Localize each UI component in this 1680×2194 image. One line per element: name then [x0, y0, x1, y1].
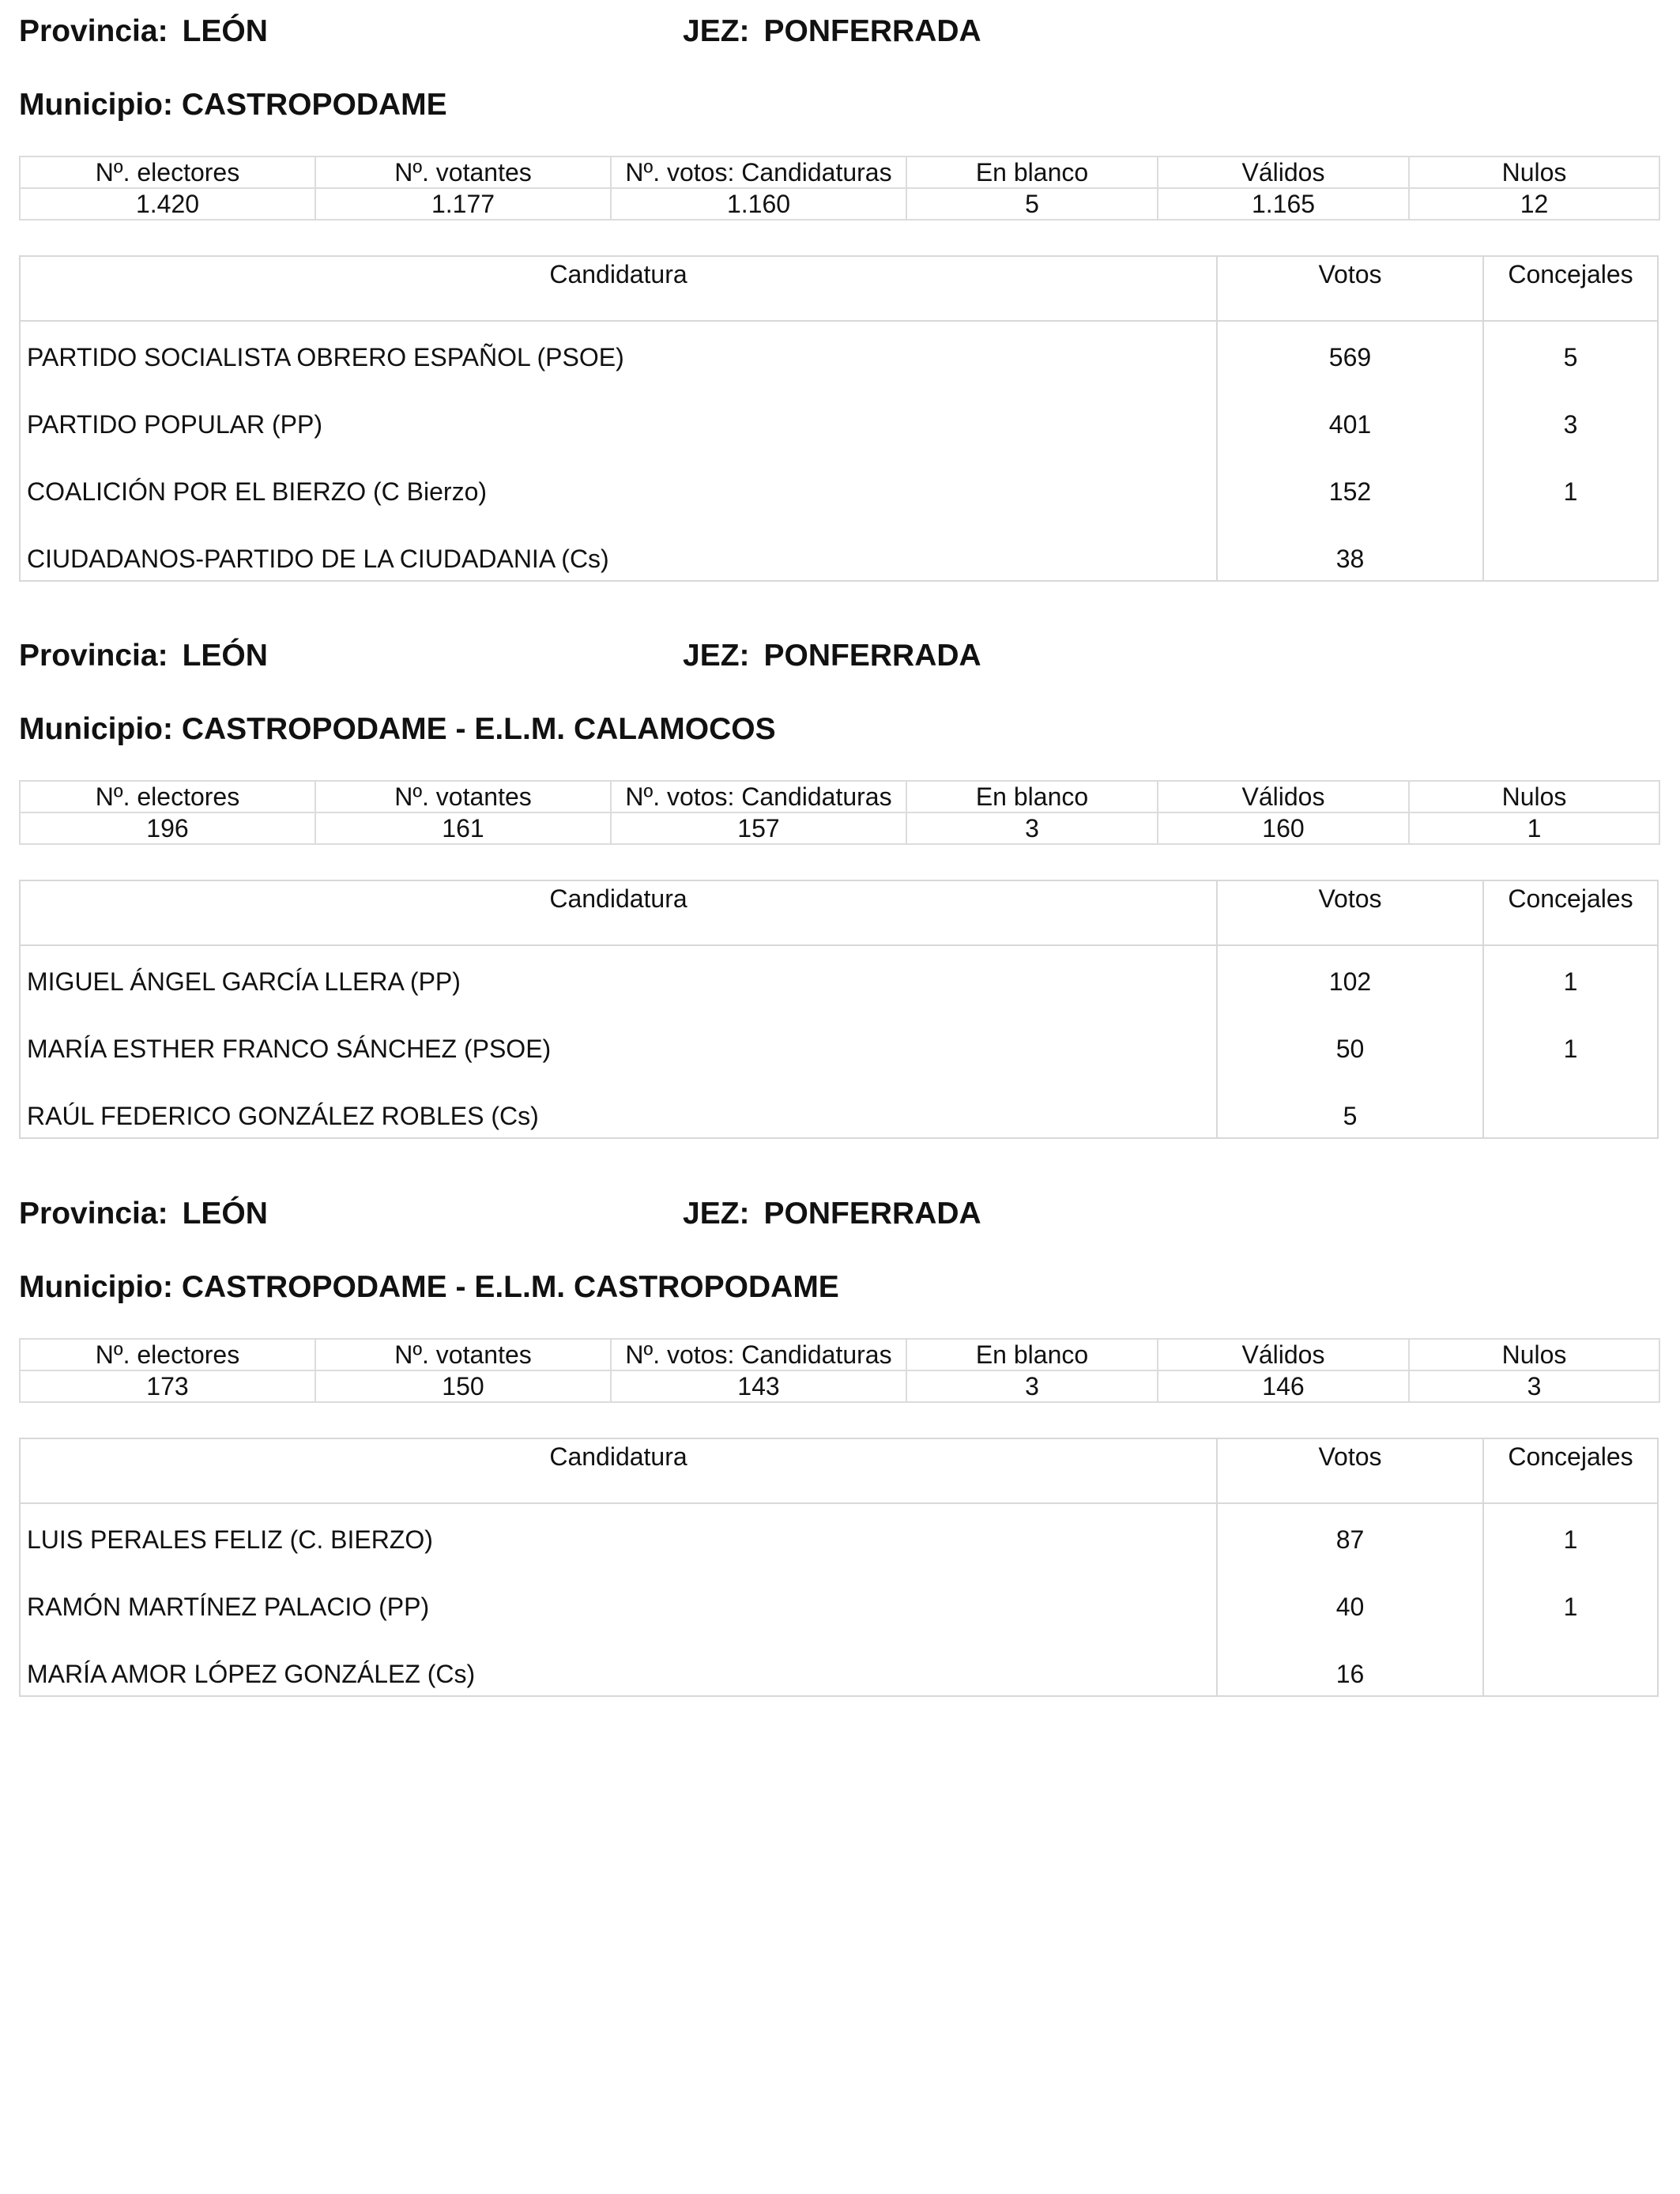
provincia-label: Provincia: [19, 14, 168, 48]
votos-cell: 50 [1335, 1035, 1365, 1063]
concejales-column [1482, 322, 1657, 580]
jez-heading [683, 639, 981, 673]
results-header-row [21, 881, 1657, 946]
provincia-heading [19, 1197, 268, 1231]
votantes-value: 1.177 [315, 188, 611, 220]
votos-candidaturas-header: Nº. votos: Candidaturas [611, 1339, 906, 1370]
concejales-cell [1484, 1098, 1657, 1137]
results-header-row [21, 257, 1657, 322]
candidatura-cell: PARTIDO POPULAR (PP) [27, 410, 322, 439]
votos-column [1216, 946, 1482, 1137]
en-blanco-header: En blanco [906, 781, 1158, 812]
votos-cell: 5 [1343, 1102, 1358, 1130]
votos-cell: 38 [1335, 545, 1365, 573]
votos-cell: 16 [1335, 1660, 1365, 1688]
candidatura-header: Candidatura [549, 884, 687, 913]
votantes-header: Nº. votantes [315, 781, 611, 812]
concejales-column [1482, 946, 1657, 1137]
provincia-value: LEÓN [182, 14, 268, 48]
results-header-row [21, 1439, 1657, 1504]
electores-value: 173 [20, 1370, 315, 1402]
nulos-header: Nulos [1409, 781, 1659, 812]
summary-header-row [20, 781, 1659, 812]
municipio-value: CASTROPODAME - E.L.M. CASTROPODAME [181, 1270, 839, 1304]
validos-header: Válidos [1158, 1339, 1409, 1370]
jez-label: JEZ: [683, 639, 750, 673]
summary-header-row [20, 156, 1659, 188]
jez-heading [683, 1197, 981, 1231]
candidatura-cell: MARÍA ESTHER FRANCO SÁNCHEZ (PSOE) [27, 1035, 552, 1063]
candidatura-cell: RAÚL FEDERICO GONZÁLEZ ROBLES (Cs) [27, 1102, 539, 1130]
concejales-cell: 1 [1563, 1525, 1578, 1554]
concejales-cell: 5 [1563, 343, 1578, 371]
results-body [21, 322, 1657, 580]
validos-header: Válidos [1158, 156, 1409, 188]
en-blanco-value: 3 [906, 1370, 1158, 1402]
electores-header: Nº. electores [20, 781, 315, 812]
votos-candidaturas-value: 157 [611, 812, 906, 844]
nulos-value: 12 [1409, 188, 1659, 220]
candidatura-cell: LUIS PERALES FELIZ (C. BIERZO) [27, 1525, 433, 1554]
electores-header: Nº. electores [20, 1339, 315, 1370]
summary-table [19, 780, 1660, 845]
candidatura-header: Candidatura [549, 260, 687, 288]
candidatura-cell: MIGUEL ÁNGEL GARCÍA LLERA (PP) [27, 967, 461, 996]
jez-heading [683, 14, 981, 49]
votos-cell: 152 [1328, 477, 1372, 506]
concejales-cell: 1 [1563, 477, 1578, 506]
jez-value: PONFERRADA [763, 639, 981, 673]
votantes-value: 161 [315, 812, 611, 844]
candidatura-column [21, 946, 1216, 1137]
concejales-cell: 1 [1563, 1035, 1578, 1063]
candidatura-column [21, 322, 1216, 580]
municipio-label: Municipio: [19, 712, 173, 746]
section-calamocos [19, 639, 1659, 1139]
summary-header-row [20, 1339, 1659, 1370]
concejales-header: Concejales [1482, 257, 1657, 320]
provincia-value: LEÓN [182, 1197, 268, 1231]
concejales-column [1482, 1504, 1657, 1695]
en-blanco-header: En blanco [906, 156, 1158, 188]
municipio-heading [19, 88, 1659, 135]
municipio-value: CASTROPODAME - E.L.M. CALAMOCOS [181, 712, 776, 746]
electores-value: 1.420 [20, 188, 315, 220]
candidatura-cell: RAMÓN MARTÍNEZ PALACIO (PP) [27, 1593, 430, 1621]
section-header [19, 14, 1659, 62]
validos-header: Válidos [1158, 781, 1409, 812]
results-table [19, 880, 1659, 1139]
concejales-cell [1484, 541, 1657, 580]
votantes-value: 150 [315, 1370, 611, 1402]
votos-cell: 102 [1328, 967, 1372, 996]
provincia-heading [19, 639, 268, 673]
jez-value: PONFERRADA [763, 14, 981, 48]
candidatura-cell: MARÍA AMOR LÓPEZ GONZÁLEZ (Cs) [27, 1660, 476, 1688]
en-blanco-value: 5 [906, 188, 1158, 220]
votos-cell: 569 [1328, 343, 1372, 371]
concejales-header: Concejales [1482, 881, 1657, 944]
section-header [19, 639, 1659, 686]
nulos-value: 1 [1409, 812, 1659, 844]
nulos-header: Nulos [1409, 1339, 1659, 1370]
municipio-heading [19, 1270, 1659, 1318]
concejales-cell [1484, 1656, 1657, 1695]
municipio-label: Municipio: [19, 88, 173, 122]
validos-value: 1.165 [1158, 188, 1409, 220]
provincia-value: LEÓN [182, 639, 268, 673]
votos-header: Votos [1216, 881, 1482, 944]
candidatura-cell: COALICIÓN POR EL BIERZO (C Bierzo) [27, 477, 488, 506]
section-elm-castropodame [19, 1197, 1659, 1697]
votos-column [1216, 322, 1482, 580]
provincia-heading [19, 14, 268, 49]
nulos-header: Nulos [1409, 156, 1659, 188]
summary-values-row [20, 188, 1659, 220]
summary-values-row [20, 812, 1659, 844]
votos-header: Votos [1216, 257, 1482, 320]
votos-cell: 40 [1335, 1593, 1365, 1621]
candidatura-column [21, 1504, 1216, 1695]
jez-label: JEZ: [683, 1197, 750, 1231]
en-blanco-header: En blanco [906, 1339, 1158, 1370]
votos-cell: 401 [1328, 410, 1372, 439]
nulos-value: 3 [1409, 1370, 1659, 1402]
section-header [19, 1197, 1659, 1244]
summary-table [19, 156, 1660, 221]
candidatura-cell: CIUDADANOS-PARTIDO DE LA CIUDADANIA (Cs) [27, 545, 609, 573]
votos-cell: 87 [1335, 1525, 1365, 1554]
votos-candidaturas-value: 1.160 [611, 188, 906, 220]
jez-label: JEZ: [683, 14, 750, 48]
provincia-label: Provincia: [19, 639, 168, 673]
jez-value: PONFERRADA [763, 1197, 981, 1231]
municipio-heading [19, 712, 1659, 760]
en-blanco-value: 3 [906, 812, 1158, 844]
summary-values-row [20, 1370, 1659, 1402]
section-castropodame [19, 14, 1659, 582]
results-table [19, 1438, 1659, 1697]
concejales-cell: 1 [1563, 967, 1578, 996]
candidatura-cell: PARTIDO SOCIALISTA OBRERO ESPAÑOL (PSOE) [27, 343, 624, 371]
votos-candidaturas-value: 143 [611, 1370, 906, 1402]
electores-value: 196 [20, 812, 315, 844]
results-table [19, 255, 1659, 582]
results-body [21, 1504, 1657, 1695]
electores-header: Nº. electores [20, 156, 315, 188]
votos-column [1216, 1504, 1482, 1695]
votos-candidaturas-header: Nº. votos: Candidaturas [611, 156, 906, 188]
validos-value: 160 [1158, 812, 1409, 844]
concejales-header: Concejales [1482, 1439, 1657, 1502]
validos-value: 146 [1158, 1370, 1409, 1402]
concejales-cell: 1 [1563, 1593, 1578, 1621]
municipio-value: CASTROPODAME [181, 88, 447, 122]
candidatura-header: Candidatura [549, 1442, 687, 1471]
municipio-label: Municipio: [19, 1270, 173, 1304]
votos-candidaturas-header: Nº. votos: Candidaturas [611, 781, 906, 812]
results-body [21, 946, 1657, 1137]
concejales-cell: 3 [1563, 410, 1578, 439]
votos-header: Votos [1216, 1439, 1482, 1502]
votantes-header: Nº. votantes [315, 156, 611, 188]
summary-table [19, 1338, 1660, 1403]
votantes-header: Nº. votantes [315, 1339, 611, 1370]
provincia-label: Provincia: [19, 1197, 168, 1231]
